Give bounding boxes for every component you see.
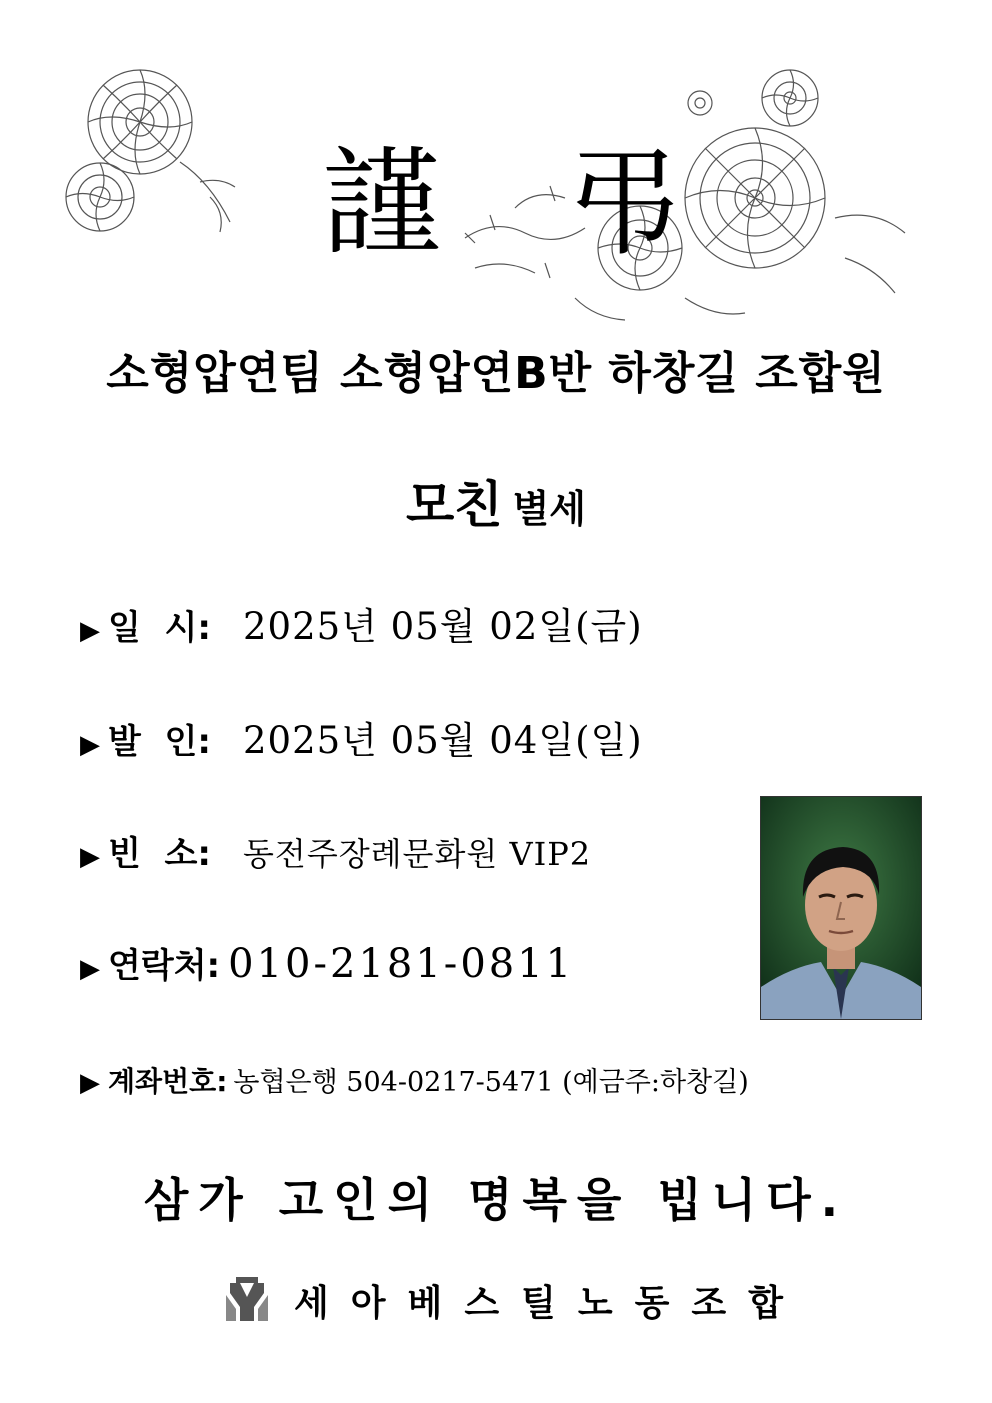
heading [0,128,992,278]
date-value: 2025년 05월 02일(금) [243,605,643,648]
union-name: 세아베스틸노동조합 [294,1282,805,1324]
relation-line [0,470,992,540]
account-value: 농협은행 504-0217-5471 (예금주:하창길) [233,1067,749,1098]
venue-row [80,826,591,875]
deceased-relative-subject: 소형압연팀 소형압연B반 하창길 조합원 [106,348,886,399]
heading-char-2: 弔 [565,134,684,272]
contact-label: 연락처: [108,946,221,986]
burial-label: 발 인: [108,722,211,762]
portrait-icon [761,797,921,1019]
triangle-marker-icon: ▶ [80,1068,100,1098]
triangle-marker-icon: ▶ [80,730,100,760]
footer [222,1270,805,1330]
triangle-marker-icon: ▶ [80,842,100,872]
date-label: 일 시: [108,608,211,648]
heading-char-1: 謹 [322,134,441,272]
burial-value: 2025년 05월 04일(일) [243,719,643,762]
contact-value: 010-2181-0811 [228,941,575,987]
date-row [80,596,643,650]
portrait-photo [760,796,922,1020]
burial-row [80,710,643,764]
venue-value: 동전주장례문화원 VIP2 [243,835,592,873]
venue-label: 빈 소: [108,834,211,874]
union-logo-icon [222,1275,272,1325]
account-row [80,1060,749,1100]
relation-main: 모친 [405,476,503,534]
triangle-marker-icon: ▶ [80,954,100,984]
contact-row [80,938,574,987]
relation-sub: 별세 [512,487,587,531]
account-label: 계좌번호: [108,1065,228,1098]
closing-message: 삼가 고인의 명복을 빕니다. [143,1173,849,1227]
triangle-marker-icon: ▶ [80,616,100,646]
